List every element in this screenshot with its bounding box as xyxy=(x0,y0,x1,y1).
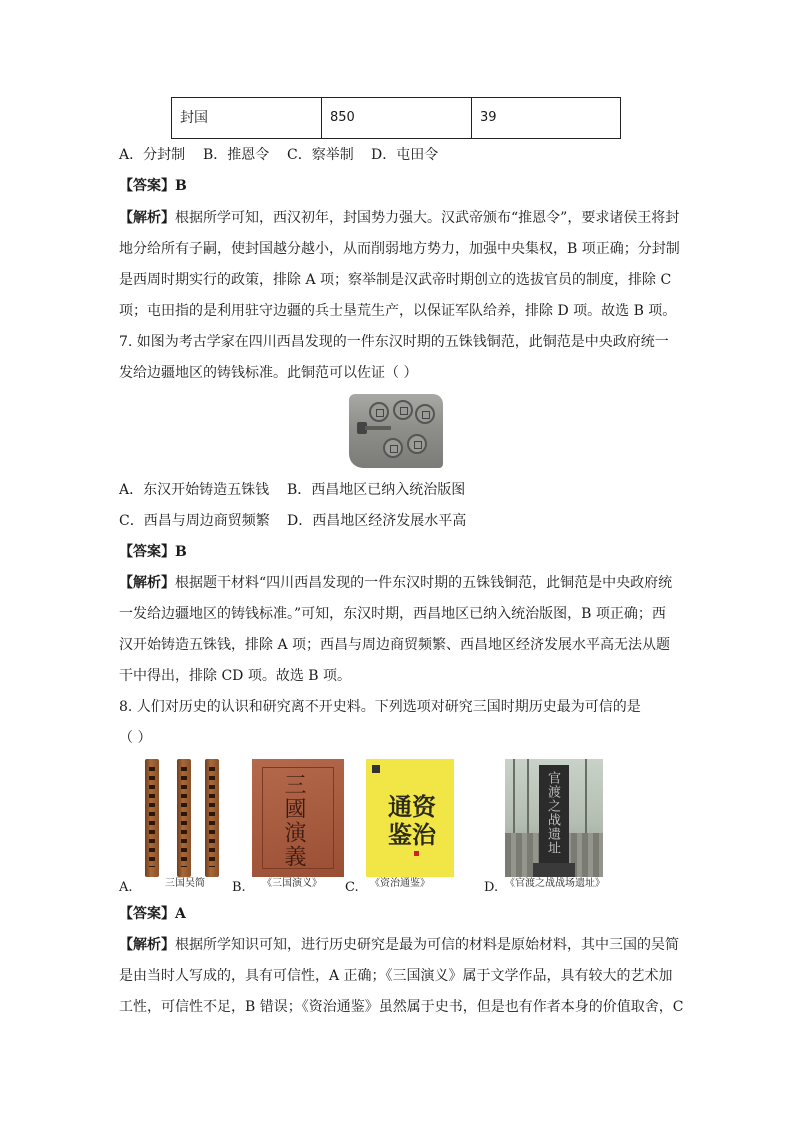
q6-analysis-line-2: 地分给所有子嗣，使封国越分越小，从而削弱地方势力，加强中央集权，B 项正确；分封制 xyxy=(119,241,680,257)
stele-inscription: 官渡之战遗址 xyxy=(545,771,560,855)
coin-mold-image xyxy=(349,394,443,468)
q8-fig-c-label: C. xyxy=(345,880,359,895)
q7-option-c: C．西昌与周边商贸频繁 xyxy=(119,513,270,529)
q8-analysis-line-2: 是由当时人写成的，具有可信性，A 正确；《三国演义》属于文学作品，具有较大的艺术加 xyxy=(119,968,673,984)
q7-analysis-line-2: 一发给边疆地区的铸钱标准。”可知，东汉时期，西昌地区已纳入统治版图，B 项正确；西 xyxy=(119,606,666,622)
q8-fig-d-caption: 《官渡之战战场遗址》 xyxy=(505,878,605,889)
q6-analysis-line-1: 【解析】根据所学可知，西汉初年，封国势力强大。汉武帝颁布“推恩令”，要求诸侯王将封 xyxy=(119,210,680,226)
q6-analysis-line-4: 项；屯田指的是利用驻守边疆的兵士垦荒生产，以保证军队给养，排除 D 项。故选 B 项。 xyxy=(119,303,677,319)
q8-answer: 【答案】A xyxy=(119,906,186,922)
q7-answer: 【答案】B xyxy=(119,544,187,560)
q8-stem-line-2: （ ） xyxy=(119,730,152,746)
q8-fig-d-label: D. xyxy=(484,880,499,895)
q8-fig-c-caption: 《资治通鉴》 xyxy=(370,878,430,889)
q7-stem-line-2: 发给边疆地区的铸钱标准。此铜范可以佐证（ ） xyxy=(119,365,418,381)
table-cell-value-2: 39 xyxy=(480,110,497,125)
q6-option-b: B．推恩令 xyxy=(203,147,270,163)
q7-option-b: B．西昌地区已纳入统治版图 xyxy=(287,482,466,498)
q7-option-a: A．东汉开始铸造五铢钱 xyxy=(119,482,270,498)
table-cell-value-1: 850 xyxy=(322,98,472,138)
q7-analysis-label: 【解析】 xyxy=(119,575,175,591)
q8-fig-b-caption: 《三国演义》 xyxy=(262,878,322,889)
q8-analysis-line-3: 工性，可信性不足，B 错误；《资治通鉴》虽然属于史书，但是也有作者本身的价值取舍，C xyxy=(119,999,684,1015)
book1-cover-title: 三國演義 xyxy=(281,773,306,869)
q7-analysis-line-1: 【解析】根据题干材料“四川西昌发现的一件东汉时期的五铢钱铜范，此铜范是中央政府统 xyxy=(119,575,673,591)
q6-option-a: A．分封制 xyxy=(119,147,186,163)
q8-stem-line-1: 8. 人们对历史的认识和研究离不开史料。下列选项对研究三国时期历史最为可信的是 xyxy=(119,699,641,715)
table-cell-region: 封国 xyxy=(172,98,322,138)
q8-fig-b-label: B. xyxy=(232,880,246,895)
q6-option-d: D．屯田令 xyxy=(371,147,439,163)
q7-analysis-line-3: 汉开始铸造五铢钱，排除 A 项；西昌与周边商贸频繁、西昌地区经济发展水平高无法从题 xyxy=(119,637,671,653)
wu-bamboo-slips-image xyxy=(141,759,223,877)
q7-option-d: D．西昌地区经济发展水平高 xyxy=(287,513,467,529)
q6-answer: 【答案】B xyxy=(119,178,187,194)
q8-fig-a-caption: 三国吴简 xyxy=(165,878,205,889)
q7-stem-line-1: 7. 如图为考古学家在四川西昌发现的一件东汉时期的五铢钱铜范，此铜范是中央政府统一 xyxy=(119,334,669,350)
zizhi-tongjian-cover xyxy=(366,759,454,877)
guandu-battlefield-photo xyxy=(505,759,603,877)
q8-analysis-line-1: 【解析】根据所学知识可知，进行历史研究是最为可信的材料是原始材料，其中三国的吴简 xyxy=(119,937,679,953)
q6-analysis-line-3: 是西周时期实行的政策，排除 A 项；察举制是汉武帝时期创立的选拔官员的制度，排除 C xyxy=(119,272,672,288)
q7-analysis-line-4: 干中得出，排除 CD 项。故选 B 项。 xyxy=(119,668,352,684)
q6-analysis-label: 【解析】 xyxy=(119,210,175,226)
data-table-row xyxy=(171,97,621,139)
q8-fig-a-label: A. xyxy=(119,880,133,895)
romance-of-three-kingdoms-cover xyxy=(252,759,344,877)
q6-option-c: C．察举制 xyxy=(287,147,354,163)
book2-cover-title: 通资鉴治 xyxy=(388,792,436,849)
q8-analysis-label: 【解析】 xyxy=(119,937,175,953)
